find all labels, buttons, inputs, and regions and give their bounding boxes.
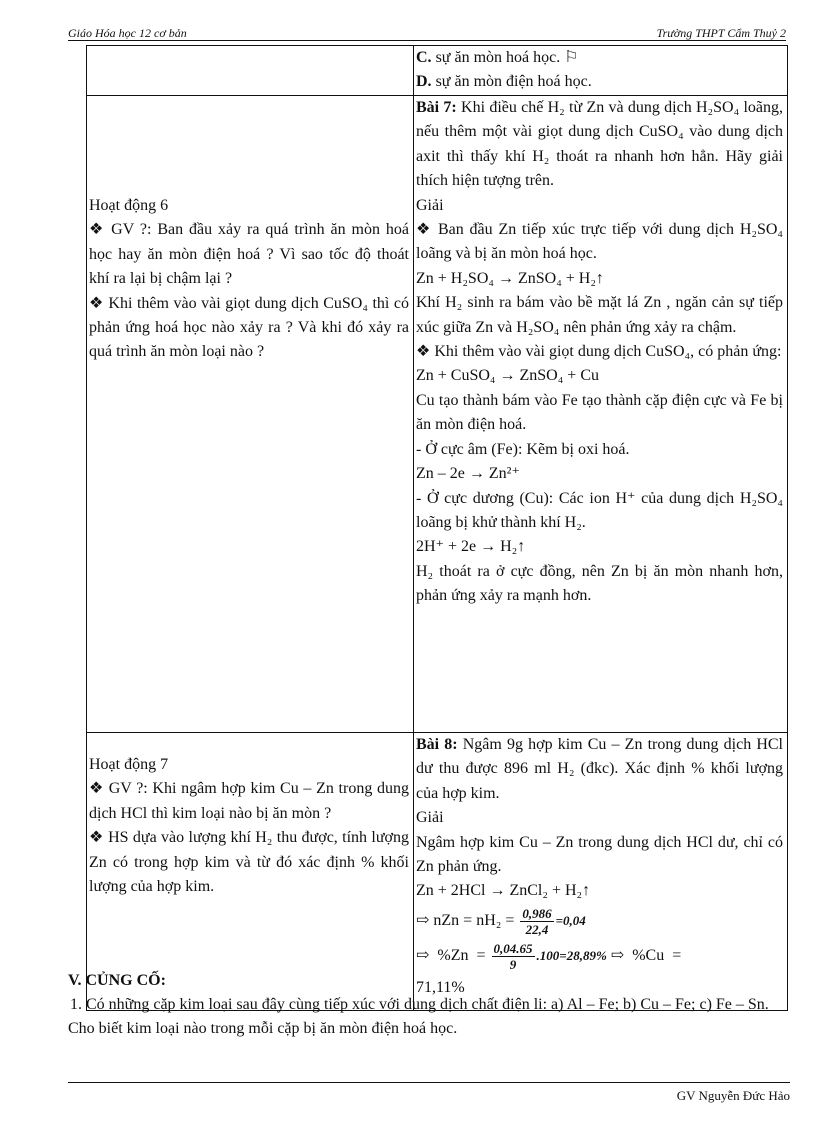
solution-paragraph: Ngâm hợp kim Cu – Zn trong dung dịch HCl dư, chỉ có Zn phản ứng. (416, 833, 783, 876)
lesson-table (86, 45, 788, 1011)
option-d: D. sự ăn mòn điện hoá học. (416, 73, 592, 91)
solution-paragraph: ❖ Ban đầu Zn tiếp xúc trực tiếp với dung dịch H₂SO₄ loãng và bị ăn mòn hoá học. (416, 221, 783, 263)
option-c: C. sự ăn mòn hoá học. ⚐ (416, 49, 579, 66)
solution-heading: Giải (416, 809, 444, 827)
solution-paragraph: - Ở cực âm (Fe): Kẽm bị oxi hoá. (416, 440, 630, 458)
calculation-zn-moles: ⇨ nZn = nH₂ = $\frac{0,986}{22,4}$ =0,04 (416, 905, 586, 937)
table-row (87, 96, 788, 733)
review-item: 1. Có những cặp kim loại sau đây cùng tiếp xúc với dung dịch chất điện li: a) Al – Fe; b) Cu – Fe; c) Fe – Sn. (70, 996, 769, 1013)
content-cell (414, 46, 788, 96)
table-row (87, 46, 788, 96)
fraction: $\frac{0,04.65}{9}$ (493, 940, 533, 972)
section-title: V. CỦNG CỐ: (68, 972, 166, 989)
review-section (68, 969, 790, 1041)
page-footer (68, 1082, 790, 1103)
header-school: Trường THPT Cẩm Thuỷ 2 (656, 26, 786, 40)
solution-paragraph: Khí H₂ sinh ra bám vào bề mặt lá Zn , ngăn cản sự tiếp xúc giữa Zn và H₂SO₄ nên phản ứng xảy ra chậm. (416, 294, 783, 336)
equation: Zn + H₂SO₄ → ZnSO₄ + H₂↑ (416, 269, 604, 287)
calculation-percent: ⇨ %Zn = $\frac{0,04.65}{9}$ .100=28,89% ⇨ %Cu = (416, 940, 682, 972)
activity-question: ❖ GV ?: Khi ngâm hợp kim Cu – Zn trong dung dịch HCl thì kim loại nào bị ăn mòn ? (89, 780, 409, 822)
solution-paragraph: Cu tạo thành bám vào Fe tạo thành cặp điện cực và Fe bị ăn mòn điện hoá. (416, 391, 783, 434)
activity-question: ❖ GV ?: Ban đầu xảy ra quá trình ăn mòn hoá học hay ăn mòn điện hoá ? Vì sao tốc độ thoát khí ra lại bị chậm lại ? (89, 221, 409, 288)
activity-question: ❖ Khi thêm vào vài giọt dung dịch CuSO₄ thì có phản ứng hoá học nào xảy ra ? Và khi đó xảy ra quá trình ăn mòn loại nào ? (89, 294, 409, 361)
equation: Zn – 2e → Zn²⁺ (416, 465, 520, 483)
equation: 2H⁺ + 2e → H₂↑ (416, 538, 526, 556)
calculation-cu-result: 71,11% (416, 978, 465, 996)
review-item: Cho biết kim loại nào trong mỗi cặp bị ăn mòn điện hoá học. (68, 1020, 458, 1037)
activity-question: ❖ HS dựa vào lượng khí H₂ thu được, tính lượng Zn có trong hợp kim và từ đó xác định % khối lượng của hợp kim. (89, 829, 409, 896)
equation: Zn + 2HCl → ZnCl₂ + H₂↑ (416, 882, 591, 900)
content-cell (414, 96, 788, 733)
activity-title: Hoạt động 7 (89, 756, 169, 773)
solution-paragraph: ❖ Khi thêm vào vài giọt dung dịch CuSO₄, có phản ứng: (416, 343, 782, 361)
solution-heading: Giải (416, 196, 444, 214)
header-subject: Giáo Hóa học 12 cơ bản (68, 26, 187, 40)
fraction: $\frac{0,986}{22,4}$ (522, 905, 552, 937)
solution-paragraph: - Ở cực dương (Cu): Các ion H⁺ của dung dịch H₂SO₄ loãng bị khử thành khí H₂. (416, 489, 783, 531)
activity-title: Hoạt động 6 (89, 197, 169, 214)
teacher-activity-cell (87, 96, 414, 733)
teacher-activity-cell (87, 46, 414, 96)
solution-paragraph: H₂ thoát ra ở cực đồng, nên Zn bị ăn mòn nhanh hơn, phản ứng xảy ra mạnh hơn. (416, 562, 783, 605)
flag-icon: ⚐ (564, 49, 579, 66)
exercise-statement: Bài 8: Ngâm 9g hợp kim Cu – Zn trong dung dịch HCl dư thu được 896 ml H₂ (đkc). Xác định % khối lượng của hợp kim. (416, 736, 784, 802)
equation: Zn + CuSO₄ → ZnSO₄ + Cu (416, 367, 599, 385)
footer-author: GV Nguyễn Đức Hảo (676, 1088, 790, 1103)
page-header (68, 26, 786, 41)
exercise-statement: Bài 7: Khi điều chế H₂ từ Zn và dung dịch H₂SO₄ loãng, nếu thêm một vài giọt dung dịch CuSO₄ vào dung dịch axit thì thấy khí H₂ thoát ra nhanh hơn hẳn. Hãy giải thích hiện tượng trên. (416, 99, 784, 190)
